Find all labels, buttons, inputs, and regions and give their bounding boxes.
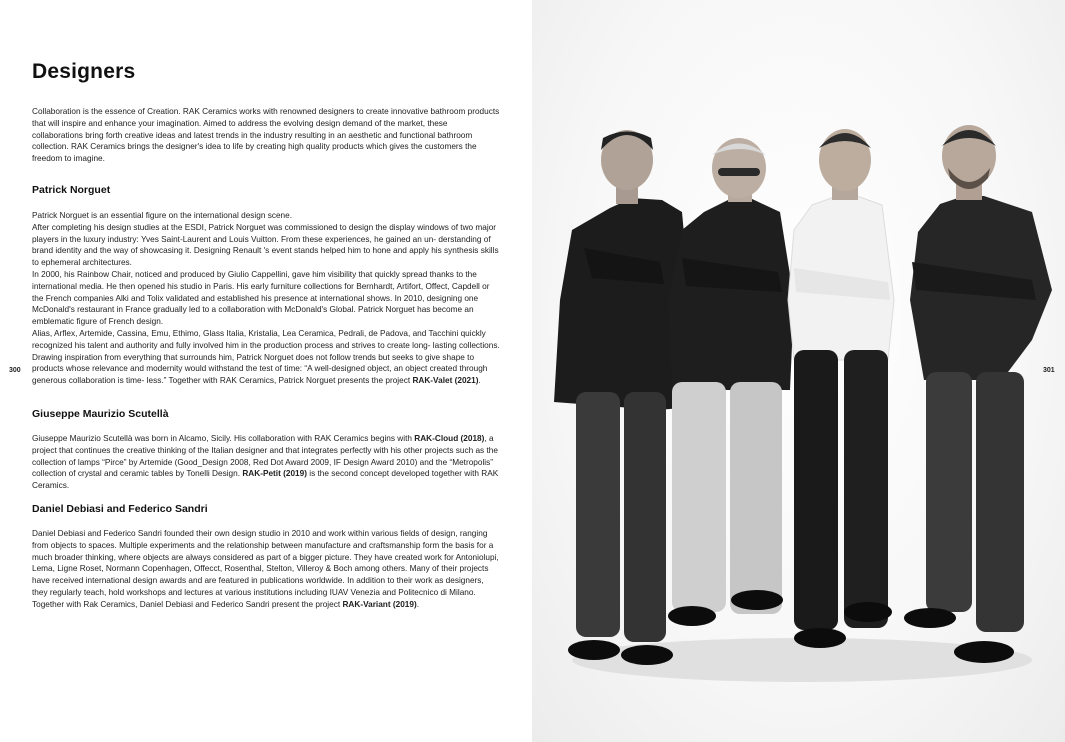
scutella-bio [32,433,500,492]
designers-group-photo [532,0,1065,742]
bio-paragraph: Patrick Norguet is an essential figure on the international design scene. [32,211,293,220]
bio-paragraph: After completing his design studies at the ESDI, Patrick Norguet was commissioned to design the display windows of two major players in the luxury industry: Yves Saint-Laurent and Louis Vuitton. From these experiences, he gained an un- derstanding of brand identity and the way of showcasing it. Designing Renault 's event stands helped him to hone and apply his synthesis skills to ephemeral architectures. [32,222,499,268]
heading-patrick-norguet: Patrick Norguet [32,184,111,196]
person-figure [788,129,894,648]
person-figure [668,138,794,626]
intro-paragraph: Collaboration is the essence of Creation. RAK Ceramics works with renowned designers to create innovative bathroom products that will inspire and enhance your imagination. Aimed to address the evolving design demand of the market, these collaborations bring forth creative ideas and latest trends in the industry resulting in an aesthetic and functional bathroom collection. RAK Ceramics brings the designer's idea to life by creating high quality products which gives the customers the freedom to imagine. [32,107,500,164]
project-rak-variant: RAK-Variant (2019) [342,599,417,609]
bio-text: Daniel Debiasi and Federico Sandri founded their own design studio in 2010 and work within various fields of design, ranging from objects to spaces. Multiple experiments and the relationship between manufacture and craftsmanship form the basis for a much broader thinking, where objects are always considered as part of a bigger picture. They have created work for Antoniolupi, Lema, Ligne Roset, Normann Copenhagen, Offecct, Rosenthal, Stelton, Villeroy & Boch among others. Many of their projects have received international design awards and are featured in publications worldwide. In addition to their work as designers, they regularly teach, hold workshops and lectures at various institutions including IUAV Venezia and Politecnico di Milano. Together with Rak Ceramics, Daniel Debiasi and Federico Sandri present the project [32,529,499,609]
punctuation: . [416,599,420,609]
left-page [0,0,532,742]
page-number-left: 300 [9,367,21,374]
patrick-norguet-bio [32,210,500,387]
punctuation: . [478,376,481,386]
person-figure [904,125,1052,663]
bio-paragraph: In 2000, his Rainbow Chair, noticed and produced by Giulio Cappellini, gave him visibility that quickly spread thanks to the international media. He then opened his studio in Paris. His early furniture collections for Bernhardt, Artifort, Offect, Capdell or the French companies Alki and Tolix validated and established his presence at international shows. In 2010, designing one McDonald's restaurant in France gradually led to a collaboration with McDonald's Global. Patrick Norguet has become an emblematic figure of French design. [32,269,490,327]
bio-text: is the second concept developed together with RAK Ceramics. [32,469,499,491]
bio-text: Giuseppe Maurizio Scutellà was born in Alcamo, Sicily. His collaboration with RAK Ceramics begins with [32,434,412,443]
heading-giuseppe-maurizio-scutella: Giuseppe Maurizio Scutellà [32,408,169,420]
project-rak-cloud: RAK-Cloud (2018) [414,434,485,443]
bio-text: , a project that continues the creative thinking of the Italian designer and that integrates perfectly with his other projects such as the collection of lamps “Pirce” by Artemide (Good_Design 2008, Red Dot Award 2009, IF Design Award 2010) and the “Metropolis” collection of crystal and ceramic tables by Tonelli Design. [32,434,498,479]
bio-text: Alias, Arflex, Artemide, Cassina, Emu, Ethimo, Glass Italia, Kristalia, Lea Ceramica, Pedrali, de Padova, and Tacchini quickly recognized his talent and authority and fully involved him in the production process and strives to create long- lasting collections. Drawing inspiration from everything that surrounds him, Patrick Norguet does not follow trends but seeks to give shape to products whose relevance and modernity would withstand the test of time: “A well-designed object, an object created through generous collaboration is time- less.” Together with RAK Ceramics, Patrick Norguet presents the project [32,328,500,386]
project-rak-valet: RAK-Valet (2021) [412,376,479,386]
debiasi-sandri-bio [32,528,500,611]
page-title: Designers [32,60,136,83]
heading-debiasi-sandri: Daniel Debiasi and Federico Sandri [32,503,208,515]
right-page [532,0,1065,742]
person-figure [554,130,690,665]
project-rak-petit: RAK-Petit (2019) [242,469,307,479]
page-number-right: 301 [1043,367,1055,374]
bio-paragraph-last [32,328,500,387]
